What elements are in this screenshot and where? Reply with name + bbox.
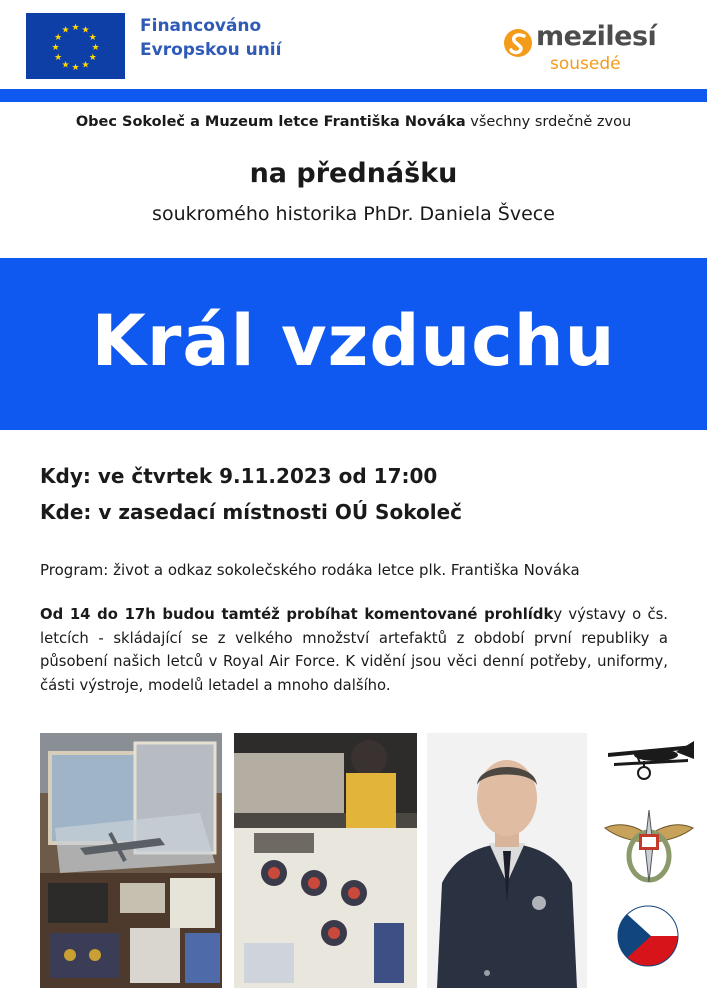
- svg-text:★: ★: [81, 60, 90, 71]
- top-divider-bar: [0, 89, 707, 102]
- invite-text: všechny srdečně zvou: [465, 114, 632, 130]
- event-title: Král vzduchu: [91, 300, 616, 382]
- svg-text:★: ★: [51, 43, 60, 53]
- description-rest: y výstavy o čs. letcích - skládající se z velkého množství artefaktů z období první republiky a působení našich letců v Royal Air Force. K vidění jsou věci denní potřeby, uniformy, části výstroje, modelů letadel a mnoho dalšího.: [40, 606, 669, 694]
- biplane-icon: [606, 735, 696, 785]
- eu-line-2: Evropskou unií: [140, 40, 282, 60]
- eu-funding-label: [140, 14, 340, 62]
- invitation-line: [0, 112, 707, 132]
- svg-text:★: ★: [54, 53, 63, 63]
- exhibition-photo-models: [40, 733, 222, 988]
- description-bold: Od 14 do 17h budou tamtéž probíhat komentované prohlídk: [40, 606, 554, 623]
- exhibition-description: [40, 603, 668, 697]
- eu-line-1: Financováno: [140, 16, 262, 36]
- event-program: Program: život a odkaz sokolečského rodáka letce plk. Františka Nováka: [40, 561, 580, 579]
- mezilesi-title: mezilesí: [536, 21, 657, 52]
- hosts: Obec Sokoleč a Muzeum letce Františka Nováka: [75, 114, 466, 130]
- portrait-photo-frantisek-novak: [427, 733, 587, 988]
- svg-text:★: ★: [54, 33, 63, 43]
- svg-text:★: ★: [71, 63, 80, 73]
- svg-text:★: ★: [81, 25, 90, 36]
- lecture-heading: na přednášku: [249, 158, 458, 189]
- czech-roundel-icon: [617, 905, 679, 971]
- pilot-badge-icon: [603, 806, 695, 888]
- mezilesi-subtitle: sousedé: [550, 54, 621, 74]
- event-where: Kde: v zasedací místnosti OÚ Sokoleč: [40, 500, 462, 524]
- svg-text:★: ★: [61, 60, 70, 71]
- svg-text:★: ★: [88, 53, 97, 63]
- svg-text:★: ★: [91, 43, 100, 53]
- mezilesi-logo-icon: [503, 28, 533, 62]
- speaker-line: soukromého historika PhDr. Daniela Švece: [152, 203, 555, 225]
- exhibition-photo-uniform: [234, 733, 417, 988]
- eu-flag-icon: [26, 13, 125, 79]
- svg-text:★: ★: [61, 25, 70, 36]
- svg-text:★: ★: [88, 33, 97, 43]
- event-when: Kdy: ve čtvrtek 9.11.2023 od 17:00: [40, 464, 438, 488]
- svg-text:★: ★: [71, 23, 80, 33]
